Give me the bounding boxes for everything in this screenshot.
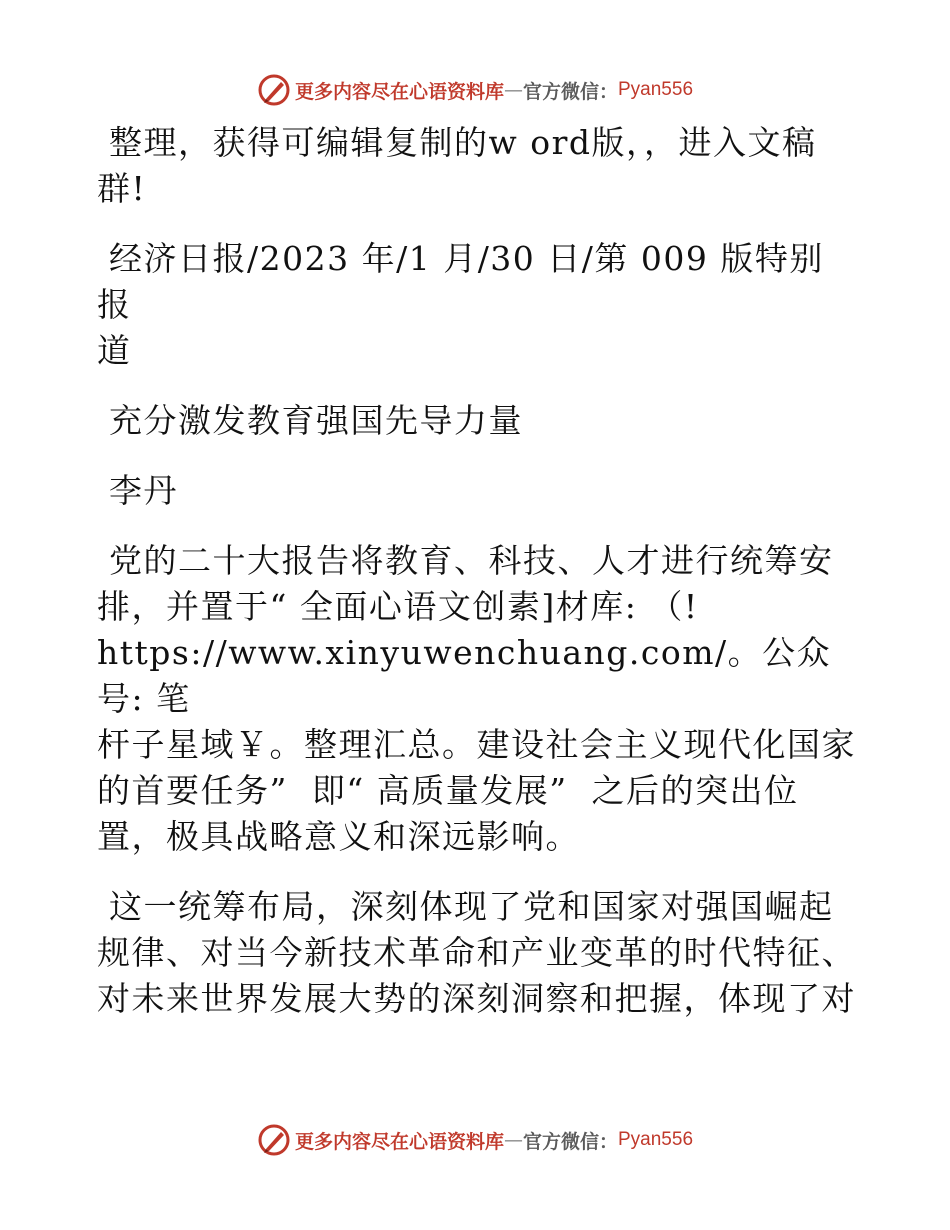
text-line: 整理，获得可编辑复制的w ord版，，进入文稿 [97,123,817,162]
text-line: 党的二十大报告将教育、科技、人才进行统筹安 [97,541,834,580]
document-body [97,120,857,1046]
paragraph [97,120,857,212]
paragraph [97,538,857,860]
text-line: https://www.xinyuwenchuang.com/。公众号: 笔 [97,633,832,718]
banner-wechat-id: Pyan556 [618,79,694,100]
banner-dash: — [503,1129,523,1151]
text-line: 充分激发教育强国先导力量 [97,401,523,440]
banner-main-text: 更多内容尽在心语资料库 [294,80,504,103]
banner-wechat-label: 官方微信： [522,1130,618,1153]
text-line: 置，极具战略意义和深远影响。 [97,817,580,856]
text-line: 规律、对当今新技术革命和产业变革的时代特征、 [97,933,856,972]
text-line: 排，并置于“ 全面心语文创素]材库: （! [97,587,699,626]
banner-main-text: 更多内容尽在心语资料库 [294,1130,504,1153]
text-line: 的首要任务” 即“ 高质量发展” 之后的突出位 [97,771,799,810]
paragraph [97,236,857,374]
text-line: 道 [97,331,132,370]
header-banner [0,70,950,110]
text-line: 杆子星域￥。整理汇总。建设社会主义现代化国家 [97,725,856,764]
footer-banner [0,1120,950,1160]
text-line: 群! [97,169,147,208]
paragraph [97,468,857,514]
text-line: 李丹 [97,471,178,510]
paragraph [97,884,857,1022]
banner-dash: — [503,79,523,101]
quill-pen-logo-icon [257,73,291,107]
banner-wechat-id: Pyan556 [618,1129,694,1150]
text-line: 对未来世界发展大势的深刻洞察和把握，体现了对 [97,979,856,1018]
text-line: 这一统筹布局，深刻体现了党和国家对强国崛起 [97,887,834,926]
banner-wechat-label: 官方微信： [522,80,618,103]
quill-pen-logo-icon [257,1123,291,1157]
paragraph [97,398,857,444]
text-line: 经济日报/2023 年/1 月/30 日/第 009 版特别报 [97,239,824,324]
